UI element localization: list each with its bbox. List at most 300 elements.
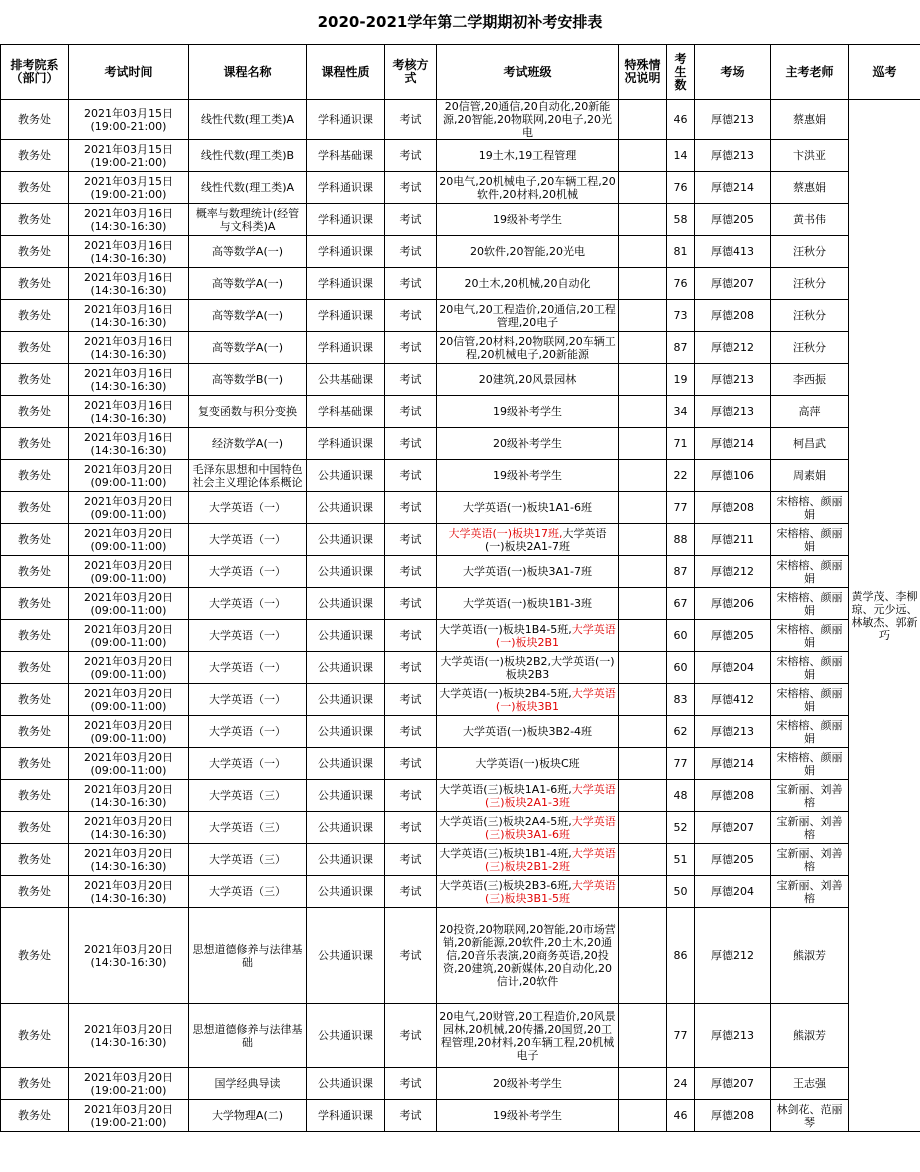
dept-cell: 教务处 — [1, 620, 69, 652]
special-cell — [619, 300, 667, 332]
method-cell: 考试 — [385, 1100, 437, 1132]
table-row — [1, 748, 920, 780]
table-row — [1, 812, 920, 844]
count-cell: 48 — [667, 780, 695, 812]
nature-cell: 公共通识课 — [307, 524, 385, 556]
nature-cell: 学科通识课 — [307, 172, 385, 204]
special-cell — [619, 428, 667, 460]
table-row — [1, 1004, 920, 1068]
time-cell — [69, 236, 189, 268]
course-cell: 大学英语（三） — [189, 780, 307, 812]
exam-time: 2021年03月20日 (09:00-11:00) — [84, 558, 173, 585]
classes-text: 大学英语(一)板块C班 — [475, 757, 580, 770]
classes-text: 20级补考学生 — [493, 437, 562, 450]
exam-time: 2021年03月20日 (09:00-11:00) — [84, 494, 173, 521]
dept-cell: 教务处 — [1, 780, 69, 812]
time-cell — [69, 332, 189, 364]
special-cell — [619, 172, 667, 204]
course-cell: 高等数学A(一) — [189, 268, 307, 300]
dept-cell: 教务处 — [1, 204, 69, 236]
teacher-cell: 熊淑芳 — [771, 908, 849, 1004]
classes-cell — [437, 620, 619, 652]
teacher-cell: 林剑花、范丽琴 — [771, 1100, 849, 1132]
count-cell: 76 — [667, 172, 695, 204]
teacher-cell: 宝新丽、刘善榕 — [771, 876, 849, 908]
count-cell: 50 — [667, 876, 695, 908]
special-cell — [619, 1100, 667, 1132]
exam-time: 2021年03月20日 (19:00-21:00) — [84, 1102, 173, 1129]
dept-cell: 教务处 — [1, 236, 69, 268]
special-cell — [619, 396, 667, 428]
classes-highlight: 大学英语(三)板块2B1-2班 — [484, 846, 616, 873]
nature-cell: 学科基础课 — [307, 140, 385, 172]
nature-cell: 公共通识课 — [307, 556, 385, 588]
dept-cell: 教务处 — [1, 268, 69, 300]
dept-cell: 教务处 — [1, 1100, 69, 1132]
classes-text: 20软件,20智能,20光电 — [470, 245, 585, 258]
count-cell: 73 — [667, 300, 695, 332]
course-cell: 大学英语（一） — [189, 716, 307, 748]
classes-cell — [437, 524, 619, 556]
course-cell: 线性代数(理工类)A — [189, 172, 307, 204]
classes-text: 大学英语(一)板块1B1-3班 — [462, 597, 593, 610]
time-cell — [69, 204, 189, 236]
time-cell — [69, 684, 189, 716]
classes-text: 大学英语(一)板块2B4-5班, — [439, 686, 572, 700]
exam-time: 2021年03月20日 (09:00-11:00) — [84, 654, 173, 681]
exam-time: 2021年03月20日 (09:00-11:00) — [84, 462, 173, 489]
course-cell: 大学英语（一） — [189, 556, 307, 588]
dept-cell: 教务处 — [1, 492, 69, 524]
teacher-cell: 蔡惠娟 — [771, 100, 849, 140]
exam-time: 2021年03月20日 (09:00-11:00) — [84, 718, 173, 745]
time-cell — [69, 620, 189, 652]
room-cell: 厚德213 — [695, 140, 771, 172]
classes-text: 大学英语(一)板块1A1-6班 — [462, 501, 593, 514]
nature-cell: 公共通识课 — [307, 1004, 385, 1068]
special-cell — [619, 100, 667, 140]
table-row — [1, 140, 920, 172]
exam-time: 2021年03月20日 (14:30-16:30) — [84, 1022, 173, 1049]
table-row — [1, 716, 920, 748]
table-row — [1, 428, 920, 460]
classes-cell — [437, 1068, 619, 1100]
table-row — [1, 524, 920, 556]
special-cell — [619, 620, 667, 652]
course-cell: 大学英语（一） — [189, 748, 307, 780]
classes-text: 大学英语(三)板块1A1-6班, — [439, 782, 572, 796]
table-row — [1, 172, 920, 204]
special-cell — [619, 204, 667, 236]
count-cell: 60 — [667, 652, 695, 684]
time-cell — [69, 652, 189, 684]
classes-text: 20级补考学生 — [493, 1077, 562, 1090]
exam-time: 2021年03月20日 (09:00-11:00) — [84, 750, 173, 777]
course-cell: 高等数学B(一) — [189, 364, 307, 396]
exam-time: 2021年03月20日 (09:00-11:00) — [84, 686, 173, 713]
time-cell — [69, 460, 189, 492]
time-cell — [69, 716, 189, 748]
teacher-cell: 周素娟 — [771, 460, 849, 492]
room-cell: 厚德213 — [695, 1004, 771, 1068]
time-cell — [69, 140, 189, 172]
table-row — [1, 684, 920, 716]
classes-cell — [437, 204, 619, 236]
classes-cell — [437, 812, 619, 844]
dept-cell: 教务处 — [1, 556, 69, 588]
room-cell: 厚德211 — [695, 524, 771, 556]
course-cell: 高等数学A(一) — [189, 300, 307, 332]
classes-cell — [437, 460, 619, 492]
nature-cell: 公共通识课 — [307, 876, 385, 908]
course-cell: 大学英语（三） — [189, 876, 307, 908]
method-cell: 考试 — [385, 172, 437, 204]
exam-time: 2021年03月20日 (19:00-21:00) — [84, 1070, 173, 1097]
special-cell — [619, 556, 667, 588]
time-cell — [69, 908, 189, 1004]
dept-cell: 教务处 — [1, 1004, 69, 1068]
table-row — [1, 588, 920, 620]
time-cell — [69, 876, 189, 908]
method-cell: 考试 — [385, 492, 437, 524]
classes-cell — [437, 844, 619, 876]
table-row — [1, 204, 920, 236]
classes-cell — [437, 332, 619, 364]
special-cell — [619, 716, 667, 748]
nature-cell: 学科基础课 — [307, 396, 385, 428]
time-cell — [69, 364, 189, 396]
dept-cell: 教务处 — [1, 364, 69, 396]
dept-cell: 教务处 — [1, 140, 69, 172]
header-course: 课程名称 — [189, 45, 307, 100]
method-cell: 考试 — [385, 780, 437, 812]
method-cell: 考试 — [385, 748, 437, 780]
teacher-cell: 宋榕榕、颜丽娟 — [771, 492, 849, 524]
teacher-cell: 汪秋分 — [771, 300, 849, 332]
teacher-cell: 宋榕榕、颜丽娟 — [771, 556, 849, 588]
time-cell — [69, 300, 189, 332]
course-cell: 大学英语（三） — [189, 812, 307, 844]
special-cell — [619, 844, 667, 876]
classes-highlight: 大学英语(一)板块17班, — [448, 526, 563, 540]
method-cell: 考试 — [385, 620, 437, 652]
nature-cell: 公共基础课 — [307, 364, 385, 396]
dept-cell: 教务处 — [1, 100, 69, 140]
teacher-cell: 蔡惠娟 — [771, 172, 849, 204]
teacher-cell: 汪秋分 — [771, 236, 849, 268]
dept-cell: 教务处 — [1, 844, 69, 876]
table-row — [1, 100, 920, 140]
count-cell: 24 — [667, 1068, 695, 1100]
room-cell: 厚德106 — [695, 460, 771, 492]
method-cell: 考试 — [385, 332, 437, 364]
exam-time: 2021年03月16日 (14:30-16:30) — [84, 430, 173, 457]
nature-cell: 学科通识课 — [307, 428, 385, 460]
special-cell — [619, 524, 667, 556]
count-cell: 76 — [667, 268, 695, 300]
special-cell — [619, 268, 667, 300]
classes-text: 大学英语(一)板块1B4-5班, — [439, 622, 572, 636]
count-cell: 51 — [667, 844, 695, 876]
course-cell: 毛泽东思想和中国特色社会主义理论体系概论 — [189, 460, 307, 492]
course-cell: 大学英语（一） — [189, 684, 307, 716]
room-cell: 厚德412 — [695, 684, 771, 716]
table-row — [1, 300, 920, 332]
classes-text: 大学英语(一)板块3A1-7班 — [462, 565, 593, 578]
method-cell: 考试 — [385, 876, 437, 908]
count-cell: 52 — [667, 812, 695, 844]
course-cell: 大学英语（一） — [189, 524, 307, 556]
room-cell: 厚德204 — [695, 876, 771, 908]
classes-text: 大学英语(一)板块2A1-7班 — [484, 526, 607, 553]
special-cell — [619, 780, 667, 812]
table-row — [1, 556, 920, 588]
exam-time: 2021年03月15日 (19:00-21:00) — [84, 174, 173, 201]
room-cell: 厚德207 — [695, 1068, 771, 1100]
time-cell — [69, 812, 189, 844]
table-row — [1, 780, 920, 812]
exam-time: 2021年03月20日 (09:00-11:00) — [84, 622, 173, 649]
dept-cell: 教务处 — [1, 748, 69, 780]
method-cell: 考试 — [385, 1068, 437, 1100]
method-cell: 考试 — [385, 100, 437, 140]
course-cell: 思想道德修养与法律基础 — [189, 908, 307, 1004]
room-cell: 厚德208 — [695, 1100, 771, 1132]
nature-cell: 公共通识课 — [307, 844, 385, 876]
teacher-cell: 高萍 — [771, 396, 849, 428]
nature-cell: 公共通识课 — [307, 684, 385, 716]
nature-cell: 公共通识课 — [307, 460, 385, 492]
nature-cell: 学科通识课 — [307, 300, 385, 332]
page-title: 2020-2021学年第二学期期初补考安排表 — [317, 13, 603, 31]
teacher-cell: 王志强 — [771, 1068, 849, 1100]
time-cell — [69, 556, 189, 588]
teacher-cell: 宝新丽、刘善榕 — [771, 812, 849, 844]
classes-text: 20电气,20机械电子,20车辆工程,20软件,20材料,20机械 — [439, 174, 616, 201]
classes-cell — [437, 172, 619, 204]
classes-cell — [437, 908, 619, 1004]
course-cell: 大学英语（一） — [189, 620, 307, 652]
course-cell: 线性代数(理工类)B — [189, 140, 307, 172]
count-cell: 87 — [667, 332, 695, 364]
header-method: 考核方式 — [385, 45, 437, 100]
special-cell — [619, 908, 667, 1004]
dept-cell: 教务处 — [1, 812, 69, 844]
count-cell: 77 — [667, 748, 695, 780]
teacher-cell: 宝新丽、刘善榕 — [771, 844, 849, 876]
classes-cell — [437, 364, 619, 396]
special-cell — [619, 140, 667, 172]
table-row — [1, 492, 920, 524]
teacher-cell: 宋榕榕、颜丽娟 — [771, 716, 849, 748]
exam-time: 2021年03月16日 (14:30-16:30) — [84, 398, 173, 425]
course-cell: 大学英语（一） — [189, 492, 307, 524]
table-row — [1, 1068, 920, 1100]
exam-time: 2021年03月16日 (14:30-16:30) — [84, 366, 173, 393]
classes-cell — [437, 100, 619, 140]
time-cell — [69, 780, 189, 812]
table-row — [1, 1100, 920, 1132]
table-row — [1, 236, 920, 268]
table-row — [1, 620, 920, 652]
exam-time: 2021年03月20日 (14:30-16:30) — [84, 814, 173, 841]
exam-time: 2021年03月20日 (14:30-16:30) — [84, 846, 173, 873]
classes-cell — [437, 428, 619, 460]
room-cell: 厚德213 — [695, 396, 771, 428]
teacher-cell: 熊淑芳 — [771, 1004, 849, 1068]
course-cell: 国学经典导读 — [189, 1068, 307, 1100]
room-cell: 厚德213 — [695, 364, 771, 396]
count-cell: 81 — [667, 236, 695, 268]
method-cell: 考试 — [385, 1004, 437, 1068]
time-cell — [69, 844, 189, 876]
classes-cell — [437, 140, 619, 172]
nature-cell: 学科通识课 — [307, 332, 385, 364]
nature-cell: 公共通识课 — [307, 780, 385, 812]
table-row — [1, 332, 920, 364]
method-cell: 考试 — [385, 716, 437, 748]
classes-text: 19级补考学生 — [493, 213, 562, 226]
teacher-cell: 宋榕榕、颜丽娟 — [771, 684, 849, 716]
table-row — [1, 396, 920, 428]
teacher-cell: 宝新丽、刘善榕 — [771, 780, 849, 812]
header-teacher: 主考老师 — [771, 45, 849, 100]
classes-text: 20信管,20通信,20自动化,20新能源,20智能,20物联网,20电子,20光电 — [443, 100, 612, 139]
time-cell — [69, 428, 189, 460]
dept-cell: 教务处 — [1, 652, 69, 684]
time-cell — [69, 268, 189, 300]
method-cell: 考试 — [385, 236, 437, 268]
course-cell: 线性代数(理工类)A — [189, 100, 307, 140]
count-cell: 83 — [667, 684, 695, 716]
teacher-cell: 宋榕榕、颜丽娟 — [771, 748, 849, 780]
header-special: 特殊情况说明 — [619, 45, 667, 100]
header-time: 考试时间 — [69, 45, 189, 100]
nature-cell: 公共通识课 — [307, 1068, 385, 1100]
dept-cell: 教务处 — [1, 396, 69, 428]
course-cell: 大学英语（三） — [189, 844, 307, 876]
classes-text: 20土木,20机械,20自动化 — [464, 277, 591, 290]
room-cell: 厚德207 — [695, 268, 771, 300]
method-cell: 考试 — [385, 428, 437, 460]
nature-cell: 公共通识课 — [307, 588, 385, 620]
classes-text: 大学英语(一)板块3B2-4班 — [462, 725, 593, 738]
time-cell — [69, 396, 189, 428]
teacher-cell: 黄书伟 — [771, 204, 849, 236]
classes-text: 19级补考学生 — [493, 405, 562, 418]
exam-time: 2021年03月16日 (14:30-16:30) — [84, 206, 173, 233]
method-cell: 考试 — [385, 812, 437, 844]
method-cell: 考试 — [385, 268, 437, 300]
course-cell: 复变函数与积分变换 — [189, 396, 307, 428]
classes-text: 19土木,19工程管理 — [478, 149, 577, 162]
exam-time: 2021年03月16日 (14:30-16:30) — [84, 270, 173, 297]
room-cell: 厚德214 — [695, 428, 771, 460]
course-cell: 大学物理A(二) — [189, 1100, 307, 1132]
nature-cell: 公共通识课 — [307, 812, 385, 844]
count-cell: 86 — [667, 908, 695, 1004]
patrol-cell: 黄学茂、李柳琼、元少远、林敏杰、郭新巧 — [849, 100, 920, 1132]
special-cell — [619, 812, 667, 844]
time-cell — [69, 100, 189, 140]
classes-text: 大学英语(一)板块2B2,大学英语(一)板块2B3 — [440, 654, 615, 681]
table-row — [1, 844, 920, 876]
nature-cell: 学科通识课 — [307, 204, 385, 236]
header-nature: 课程性质 — [307, 45, 385, 100]
classes-highlight: 大学英语(三)板块2A1-3班 — [484, 782, 616, 809]
count-cell: 34 — [667, 396, 695, 428]
exam-time: 2021年03月16日 (14:30-16:30) — [84, 238, 173, 265]
count-cell: 71 — [667, 428, 695, 460]
teacher-cell: 宋榕榕、颜丽娟 — [771, 588, 849, 620]
teacher-cell: 宋榕榕、颜丽娟 — [771, 524, 849, 556]
special-cell — [619, 332, 667, 364]
count-cell: 77 — [667, 1004, 695, 1068]
exam-time: 2021年03月15日 (19:00-21:00) — [84, 142, 173, 169]
time-cell — [69, 172, 189, 204]
exam-schedule-table — [0, 44, 920, 1132]
classes-text: 20投资,20物联网,20智能,20市场营销,20新能源,20软件,20土木,20通信,20音乐表演,20商务英语,20投资,20建筑,20新媒体,20自动化,20信计,20软件 — [439, 923, 616, 988]
table-row — [1, 364, 920, 396]
header-classes: 考试班级 — [437, 45, 619, 100]
classes-cell — [437, 492, 619, 524]
teacher-cell: 李西振 — [771, 364, 849, 396]
classes-cell — [437, 268, 619, 300]
count-cell: 88 — [667, 524, 695, 556]
time-cell — [69, 1004, 189, 1068]
course-cell: 大学英语（一） — [189, 652, 307, 684]
classes-text: 20建筑,20风景园林 — [478, 373, 577, 386]
room-cell: 厚德205 — [695, 204, 771, 236]
method-cell: 考试 — [385, 364, 437, 396]
room-cell: 厚德413 — [695, 236, 771, 268]
classes-highlight: 大学英语(一)板块2B1 — [495, 622, 616, 649]
special-cell — [619, 1004, 667, 1068]
dept-cell: 教务处 — [1, 588, 69, 620]
room-cell: 厚德212 — [695, 908, 771, 1004]
dept-cell: 教务处 — [1, 428, 69, 460]
room-cell: 厚德213 — [695, 100, 771, 140]
time-cell — [69, 588, 189, 620]
classes-highlight: 大学英语(三)板块3A1-6班 — [484, 814, 616, 841]
classes-text: 19级补考学生 — [493, 1109, 562, 1122]
method-cell: 考试 — [385, 556, 437, 588]
count-cell: 46 — [667, 1100, 695, 1132]
count-cell: 60 — [667, 620, 695, 652]
course-cell: 高等数学A(一) — [189, 332, 307, 364]
header-count: 考生数 — [667, 45, 695, 100]
classes-cell — [437, 588, 619, 620]
table-row — [1, 876, 920, 908]
exam-time: 2021年03月16日 (14:30-16:30) — [84, 302, 173, 329]
classes-cell — [437, 716, 619, 748]
nature-cell: 公共通识课 — [307, 492, 385, 524]
exam-time: 2021年03月20日 (14:30-16:30) — [84, 942, 173, 969]
room-cell: 厚德204 — [695, 652, 771, 684]
nature-cell: 公共通识课 — [307, 716, 385, 748]
classes-cell — [437, 1004, 619, 1068]
count-cell: 58 — [667, 204, 695, 236]
count-cell: 77 — [667, 492, 695, 524]
table-header-row — [1, 45, 920, 100]
special-cell — [619, 236, 667, 268]
exam-time: 2021年03月20日 (09:00-11:00) — [84, 590, 173, 617]
room-cell: 厚德212 — [695, 332, 771, 364]
teacher-cell: 柯昌武 — [771, 428, 849, 460]
special-cell — [619, 748, 667, 780]
dept-cell: 教务处 — [1, 716, 69, 748]
nature-cell: 公共通识课 — [307, 652, 385, 684]
